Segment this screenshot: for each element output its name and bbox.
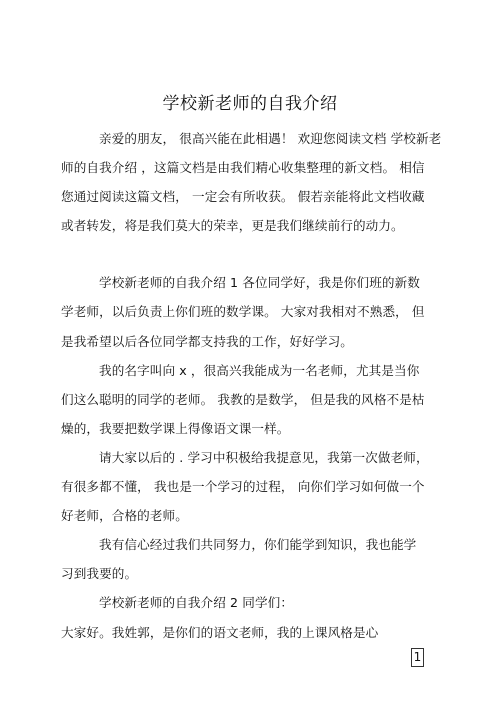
body-line-6: 燥的，我要把数学课上得像语文课一样。 — [61, 420, 290, 436]
body-line-4: 我的名字叫向 x ，很高兴我能成为一名老师，尤其是当你 — [99, 362, 420, 378]
body-line-10: 我有信心经过我们共同努力，你们能学到知识，我也能学 — [99, 537, 417, 553]
body-line-1: 学校新老师的自我介绍 1 各位同学好，我是你们班的新数 — [99, 275, 420, 291]
body-line-8: 有很多都不懂， 我也是一个学习的过程， 向你们学习如何做一个 — [61, 479, 425, 495]
paragraph-gap — [61, 240, 421, 268]
document-title: 学校新老师的自我介绍 — [162, 94, 338, 114]
body-line-5: 们这么聪明的同学的老师。 我教的是数学， 但是我的风格不是枯 — [61, 391, 425, 407]
page-number: 1 — [411, 648, 424, 667]
body-line-7: 请大家以后的 . 学习中积极给我提意见，我第一次做老师， — [99, 449, 429, 465]
body-line-9: 好老师，合格的老师。 — [61, 508, 188, 524]
intro-line-3: 您通过阅读这篇文档， 一定会有所收获。 假若亲能将此文档收藏 — [61, 189, 425, 205]
intro-line-4: 或者转发，将是我们莫大的荣幸，更是我们继续前行的动力。 — [61, 218, 404, 234]
body-line-2: 学老师，以后负责上你们班的数学课。 大家对我相对不熟悉， 但 — [61, 304, 425, 320]
intro-line-1: 亲爱的朋友， 很高兴能在此相遇！ 欢迎您阅读文档 学校新老 — [99, 131, 442, 146]
intro-line-2: 师的自我介绍 ，这篇文档是由我们精心收集整理的新文档。 相信 — [61, 160, 425, 176]
document-content — [61, 124, 442, 647]
body-line-3: 是我希望以后各位同学都支持我的工作，好好学习。 — [61, 333, 353, 349]
body-line-13: 大家好。我姓郭，是你们的语文老师，我的上课风格是心 — [61, 624, 379, 640]
body-line-11: 习到我要的。 — [61, 566, 138, 582]
body-line-12: 学校新老师的自我介绍 2 同学们： — [99, 595, 294, 611]
